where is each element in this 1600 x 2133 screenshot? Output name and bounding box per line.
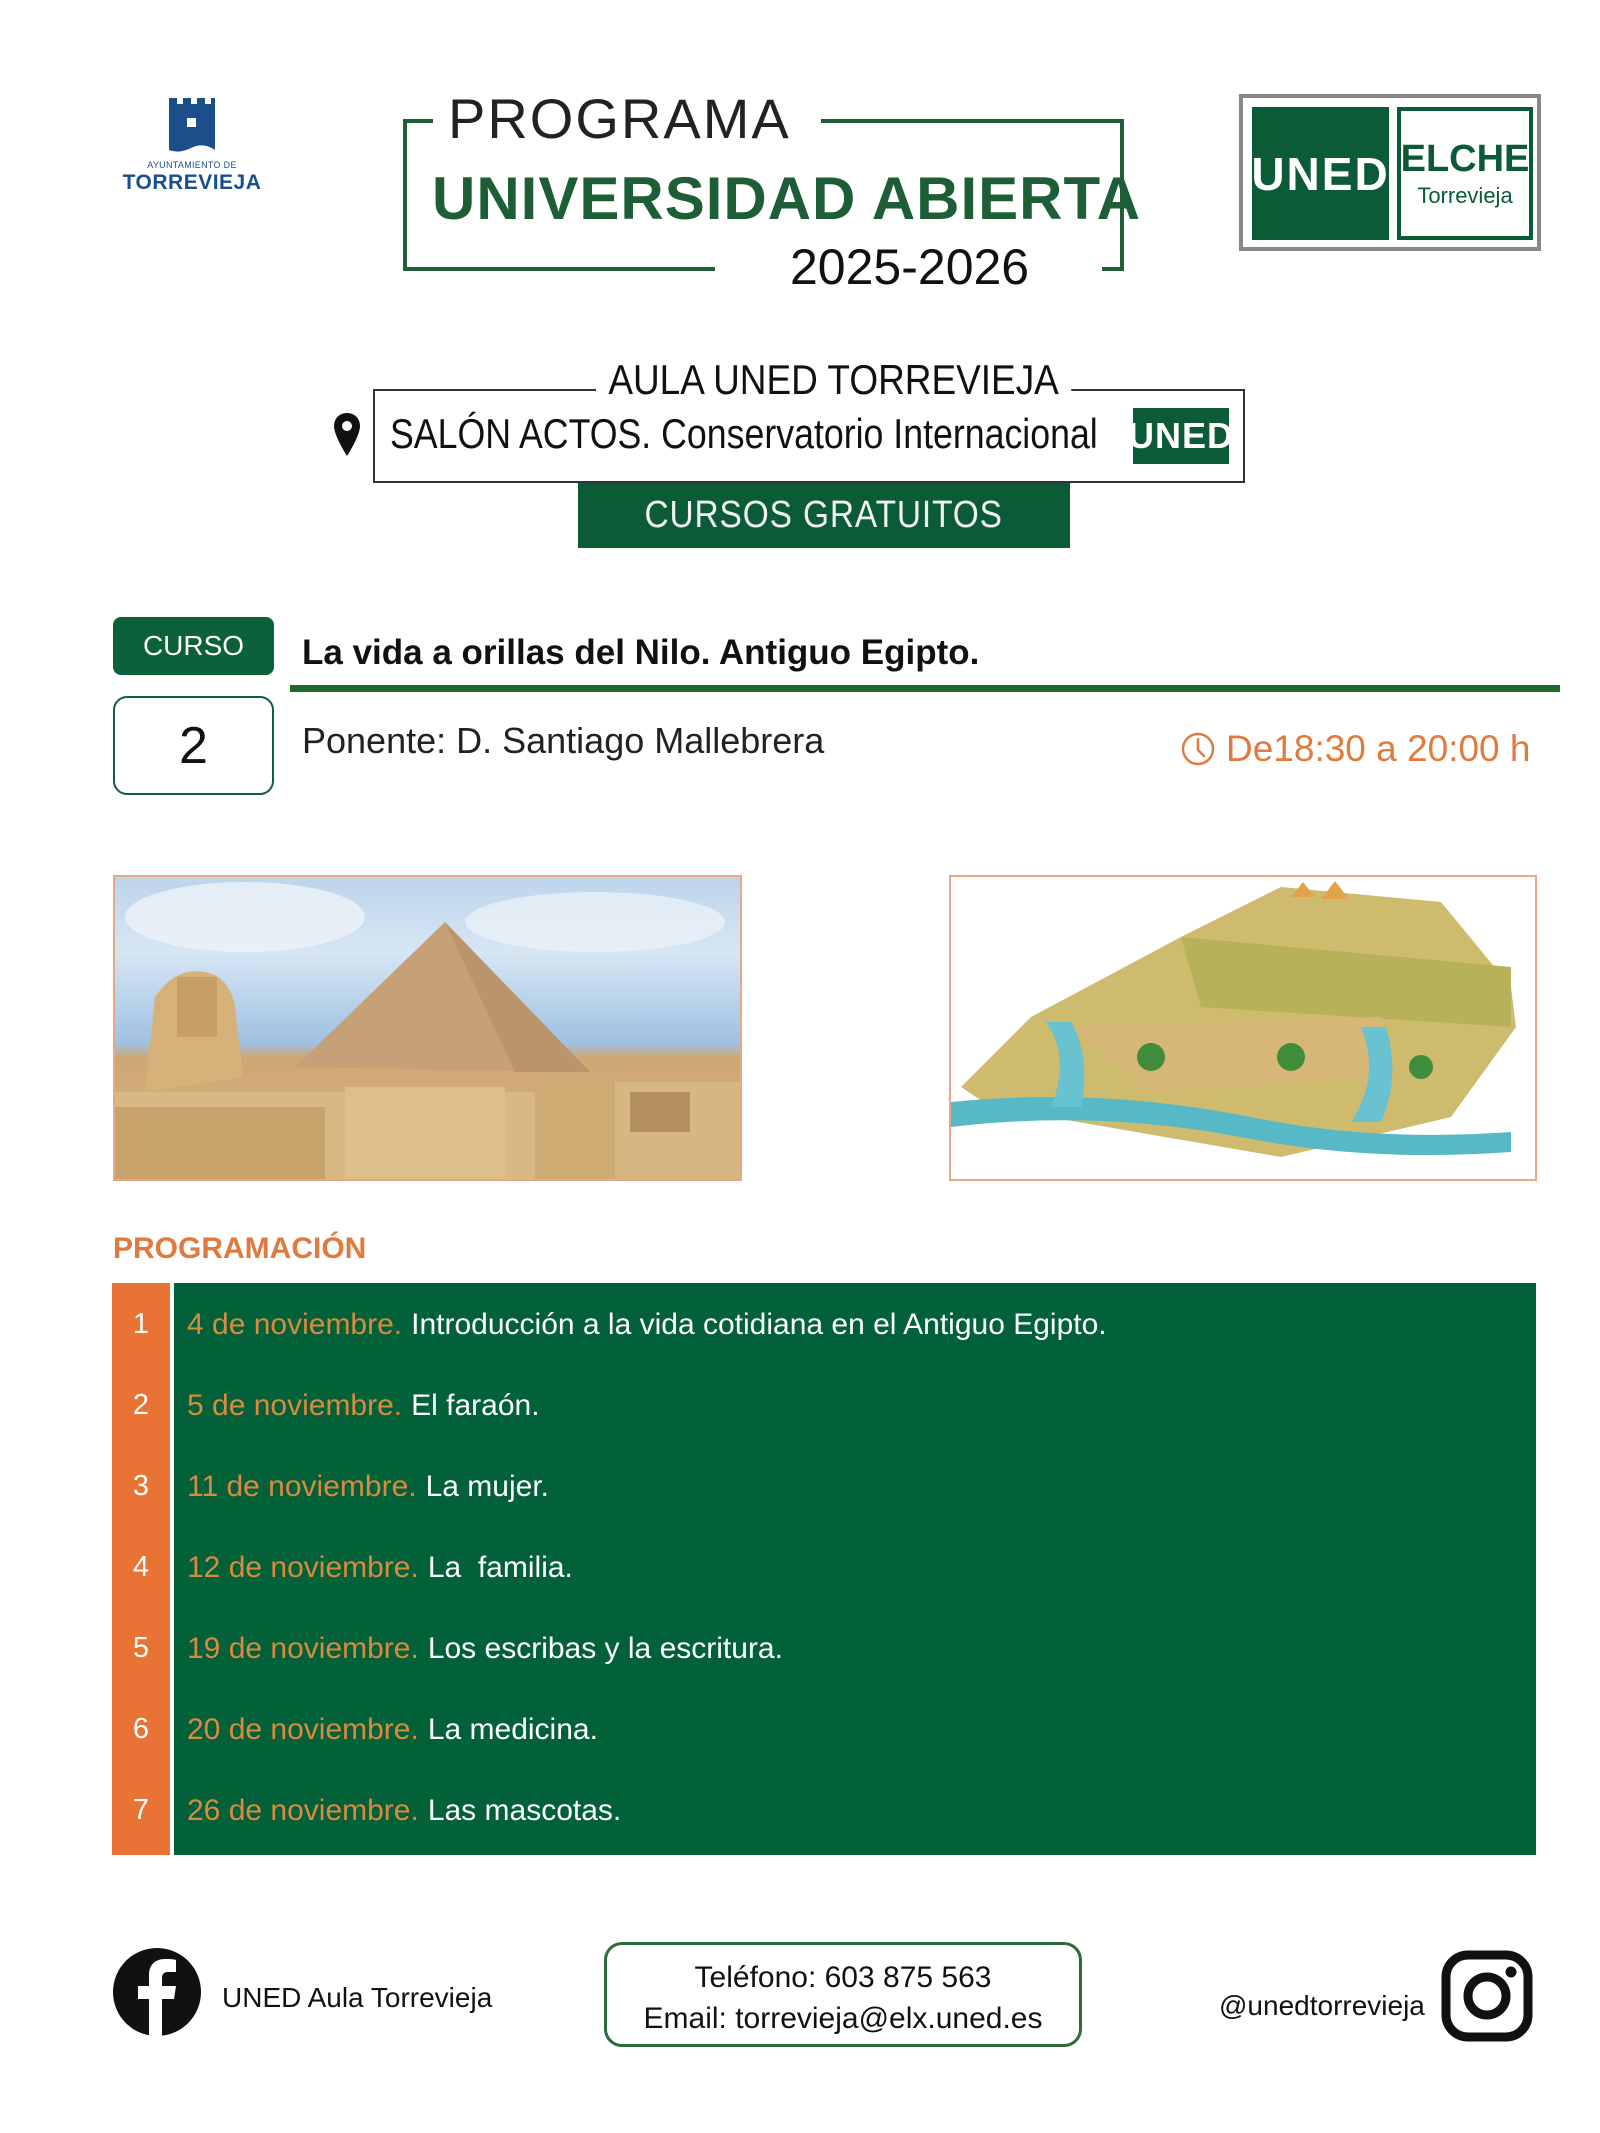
uned-subcity: Torrevieja bbox=[1417, 183, 1513, 208]
session-number: 7 bbox=[132, 1794, 150, 1826]
email[interactable]: Email: torrevieja@elx.uned.es bbox=[643, 2002, 1043, 2035]
nile-illustration bbox=[949, 875, 1537, 1181]
session-topic: Introducción a la vida cotidiana en el Antiguo Egipto. bbox=[411, 1307, 1107, 1341]
logo-subtitle: AYUNTAMIENTO DE bbox=[147, 160, 237, 170]
session-row bbox=[112, 1689, 1536, 1770]
torrevieja-logo bbox=[112, 96, 272, 216]
free-courses-badge: CURSOS GRATUITOS bbox=[578, 481, 1070, 548]
contact-box bbox=[604, 1942, 1082, 2047]
session-topic: La medicina. bbox=[427, 1712, 598, 1746]
session-topic: Los escribas y la escritura. bbox=[427, 1631, 783, 1665]
session-date: 12 de noviembre. bbox=[187, 1550, 419, 1584]
program-title: UNIVERSIDAD ABIERTA bbox=[432, 165, 1142, 232]
session-row bbox=[112, 1527, 1536, 1608]
course-number: 2 bbox=[113, 696, 274, 795]
session-row bbox=[112, 1608, 1536, 1689]
facebook-link[interactable]: UNED Aula Torrevieja bbox=[222, 1982, 493, 2013]
location-pin-icon bbox=[333, 412, 361, 463]
phone[interactable]: Teléfono: 603 875 563 bbox=[694, 1961, 992, 1994]
session-number: 4 bbox=[132, 1551, 150, 1583]
session-date: 4 de noviembre. bbox=[187, 1307, 403, 1341]
schedule-heading: PROGRAMACIÓN bbox=[113, 1232, 367, 1265]
schedule-time: De18:30 a 20:00 h bbox=[1226, 728, 1531, 769]
sphinx-pyramid-photo bbox=[113, 875, 742, 1181]
session-date: 20 de noviembre. bbox=[187, 1712, 419, 1746]
speaker: Ponente: D. Santiago Mallebrera bbox=[302, 720, 825, 761]
program-years: 2025-2026 bbox=[782, 238, 1037, 296]
session-topic: El faraón. bbox=[411, 1388, 540, 1422]
session-date: 26 de noviembre. bbox=[187, 1793, 419, 1827]
session-number: 2 bbox=[132, 1389, 150, 1421]
session-number: 6 bbox=[132, 1713, 150, 1745]
session-date: 11 de noviembre. bbox=[187, 1469, 417, 1503]
program-label: PROGRAMA bbox=[440, 86, 799, 151]
course-title: La vida a orillas del Nilo. Antiguo Egipto. bbox=[302, 633, 980, 672]
instagram-link[interactable]: @unedtorrevieja bbox=[1219, 1990, 1425, 2021]
uned-elche-logo bbox=[1239, 94, 1541, 251]
session-topic: La mujer. bbox=[425, 1469, 549, 1503]
session-date: 19 de noviembre. bbox=[187, 1631, 419, 1665]
schedule bbox=[1180, 728, 1530, 770]
uned-mark-small: UNED bbox=[1133, 408, 1229, 464]
clock-icon bbox=[1180, 731, 1216, 767]
session-date: 5 de noviembre. bbox=[187, 1388, 403, 1422]
session-number: 3 bbox=[132, 1470, 150, 1502]
session-number: 1 bbox=[132, 1308, 150, 1340]
venue-location: SALÓN ACTOS. Conservatorio Internacional bbox=[390, 410, 1098, 457]
session-row bbox=[112, 1446, 1536, 1527]
instagram-icon[interactable] bbox=[1441, 1950, 1533, 2047]
divider bbox=[290, 685, 1560, 692]
session-number: 5 bbox=[132, 1632, 150, 1664]
session-row bbox=[112, 1365, 1536, 1446]
uned-city: ELCHE bbox=[1400, 138, 1530, 180]
session-row bbox=[112, 1770, 1536, 1851]
castle-tower-icon bbox=[167, 96, 217, 156]
venue-title: AULA UNED TORREVIEJA bbox=[596, 356, 1071, 404]
session-topic: La familia. bbox=[427, 1550, 573, 1584]
facebook-icon[interactable] bbox=[112, 1947, 202, 2042]
sessions-table bbox=[112, 1283, 1536, 1855]
uned-mark: UNED bbox=[1252, 107, 1389, 240]
session-row bbox=[112, 1284, 1536, 1365]
session-topic: Las mascotas. bbox=[427, 1793, 622, 1827]
logo-title: TORREVIEJA bbox=[122, 171, 262, 194]
course-tag: CURSO bbox=[113, 617, 274, 675]
